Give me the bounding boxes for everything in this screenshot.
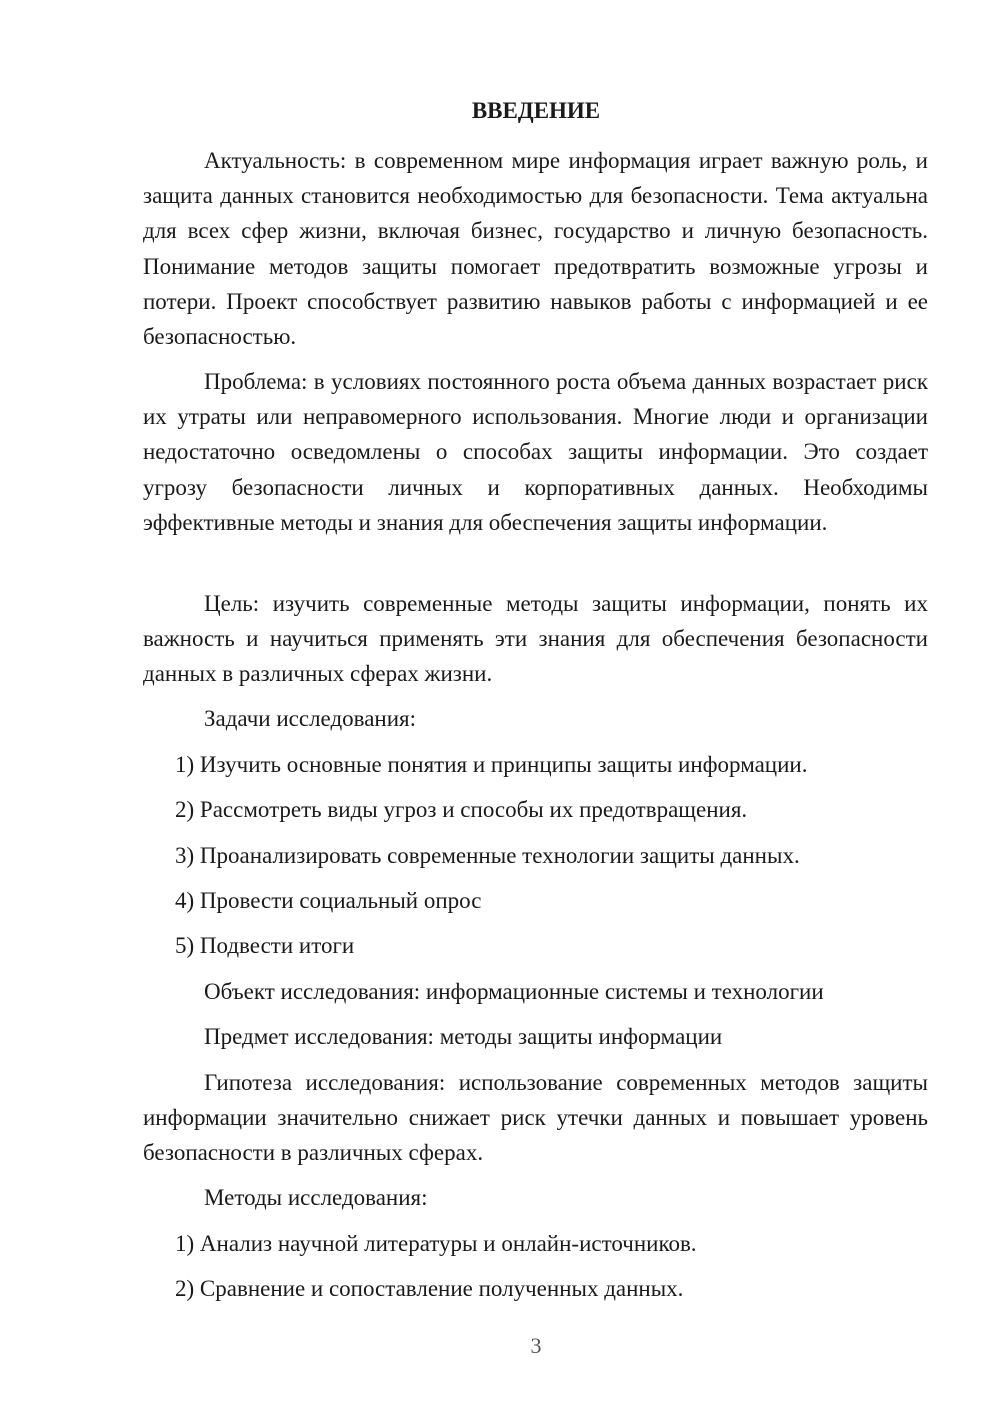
page-number: 3 xyxy=(530,1333,542,1358)
tasks-heading-text: Задачи исследования: xyxy=(204,706,417,731)
task-item xyxy=(143,838,928,873)
task-item-1: 1) Изучить основные понятия и принципы защиты информации. xyxy=(175,752,808,777)
goal-text: Цель: изучить современные методы защиты информации, понять их важность и научиться применять эти знания для обеспечения безопасности данных в различных сферах жизни. xyxy=(143,591,928,687)
task-item-3: 3) Проанализировать современные технологии защиты данных. xyxy=(175,843,800,868)
method-item-2: 2) Сравнение и сопоставление полученных данных. xyxy=(175,1276,684,1301)
method-item-1: 1) Анализ научной литературы и онлайн-источников. xyxy=(175,1231,697,1256)
task-item xyxy=(143,747,928,782)
subject-text: Предмет исследования: методы защиты информации xyxy=(204,1024,723,1049)
task-item-4: 4) Провести социальный опрос xyxy=(175,888,482,913)
paragraph-problem xyxy=(143,364,928,540)
paragraph-goal xyxy=(143,586,928,692)
methods-heading xyxy=(143,1180,928,1215)
task-item xyxy=(143,792,928,827)
method-item xyxy=(143,1226,928,1261)
task-item-5: 5) Подвести итоги xyxy=(175,933,355,958)
object-text: Объект исследования: информационные системы и технологии xyxy=(204,979,824,1004)
methods-heading-text: Методы исследования: xyxy=(204,1185,428,1210)
relevance-text: Актуальность: в современном мире информация играет важную роль, и защита данных становится необходимостью для безопасности. Тема актуальна для всех сфер жизни, включая бизнес, государство и личную безопасность. Понимание методов защиты помогает предотвратить возможные угрозы и потери. Проект способствует развитию навыков работы с информацией и ее безопасностью. xyxy=(143,148,928,350)
tasks-heading xyxy=(143,701,928,736)
problem-text: Проблема: в условиях постоянного роста объема данных возрастает риск их утраты или неправомерного использования. Многие люди и организации недостаточно осведомлены о способах защиты информации. Это создает угрозу безопасности личных и корпоративных данных. Необходимы эффективные методы и знания для обеспечения защиты информации. xyxy=(143,369,928,535)
task-item-2: 2) Рассмотреть виды угроз и способы их предотвращения. xyxy=(175,797,748,822)
task-item xyxy=(143,883,928,918)
subject-line xyxy=(143,1019,928,1054)
task-item xyxy=(143,928,928,963)
paragraph-relevance xyxy=(143,143,928,354)
page-title: ВВЕДЕНИЕ xyxy=(471,98,601,123)
object-line xyxy=(143,974,928,1009)
method-item xyxy=(143,1271,928,1306)
hypothesis-text: Гипотеза исследования: использование современных методов защиты информации значительно снижает риск утечки данных и повышает уровень безопасности в различных сферах. xyxy=(143,1070,928,1166)
paragraph-hypothesis xyxy=(143,1065,928,1171)
